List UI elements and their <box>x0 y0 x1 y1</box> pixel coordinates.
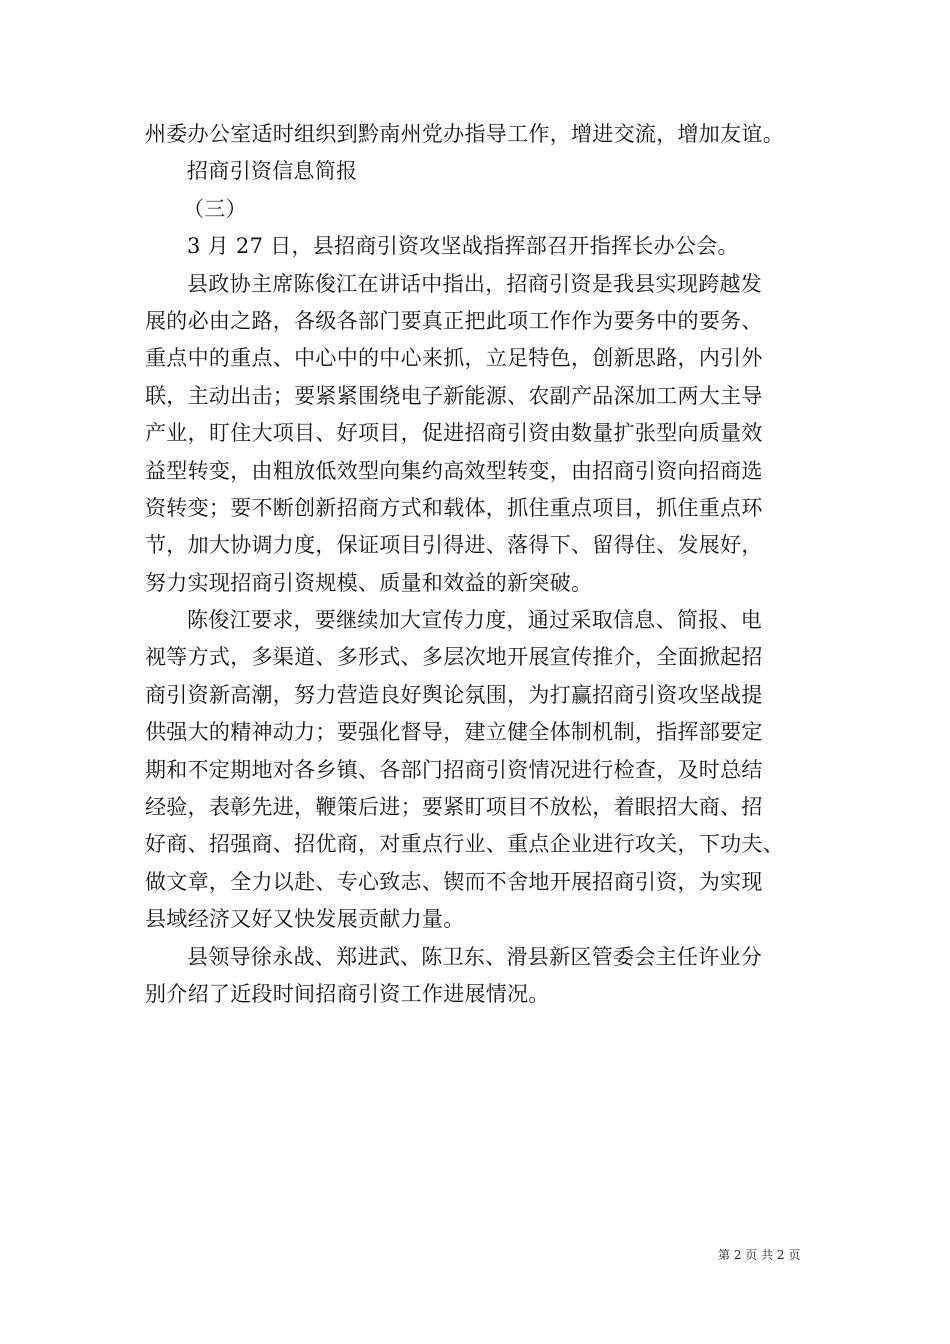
text-line: 县域经济又好又快发展贡献力量。 <box>145 907 465 932</box>
text-line: 好商、招强商、招优商，对重点行业、重点企业进行攻关，下功夫、 <box>145 832 784 857</box>
text-line: 资转变；要不断创新招商方式和载体，抓住重点项目，抓住重点环 <box>145 495 763 520</box>
text-line: 重点中的重点、中心中的中心来抓，立足特色，创新思路，内引外 <box>145 346 763 371</box>
text-line: 节，加大协调力度，保证项目引得进、落得下、留得住、发展好， <box>145 533 763 558</box>
paragraph-first-line: 县政协主席陈俊江在讲话中指出，招商引资是我县实现跨越发 <box>187 271 763 296</box>
text-line: 别介绍了近段时间招商引资工作进展情况。 <box>145 981 550 1006</box>
text-line: 努力实现招商引资规模、质量和效益的新突破。 <box>145 570 593 595</box>
text-line: 做文章，全力以赴、专心致志、锲而不舍地开展招商引资，为实现 <box>145 869 763 894</box>
text-line: 商引资新高潮，努力营造良好舆论氛围，为打赢招商引资攻坚战提 <box>145 682 763 707</box>
text-line: 展的必由之路，各级各部门要真正把此项工作作为要务中的要务、 <box>145 308 763 333</box>
text-line: 视等方式，多渠道、多形式、多层次地开展宣传推介，全面掀起招 <box>145 645 763 670</box>
text-line: 经验，表彰先进，鞭策后进；要紧盯项目不放松，着眼招大商、招 <box>145 795 763 820</box>
page-footer: 第 2 页 共 2 页 <box>718 1248 801 1262</box>
paragraph-first-line: 3 月 27 日，县招商引资攻坚战指挥部召开指挥长办公会。 <box>187 234 739 259</box>
text-line: 供强大的精神动力；要强化督导，建立健全体制机制，指挥部要定 <box>145 720 763 745</box>
text-line: 州委办公室适时组织到黔南州党办指导工作，增进交流，增加友谊。 <box>145 122 784 146</box>
text-line: 联，主动出击；要紧紧围绕电子新能源、农副产品深加工两大主导 <box>145 383 763 408</box>
section-number: （三） <box>183 196 247 221</box>
text-line: 益型转变，由粗放低效型向集约高效型转变，由招商引资向招商选 <box>145 458 763 483</box>
text-line: 期和不定期地对各乡镇、各部门招商引资情况进行检查，及时总结 <box>145 757 763 782</box>
paragraph-first-line: 陈俊江要求，要继续加大宣传力度，通过采取信息、简报、电 <box>187 608 763 633</box>
document-body <box>145 116 815 1013</box>
section-title: 招商引资信息简报 <box>187 159 358 184</box>
paragraph-first-line: 县领导徐永战、郑进武、陈卫东、滑县新区管委会主任许业分 <box>187 944 763 969</box>
text-line: 产业，盯住大项目、好项目，促进招商引资由数量扩张型向质量效 <box>145 421 763 446</box>
